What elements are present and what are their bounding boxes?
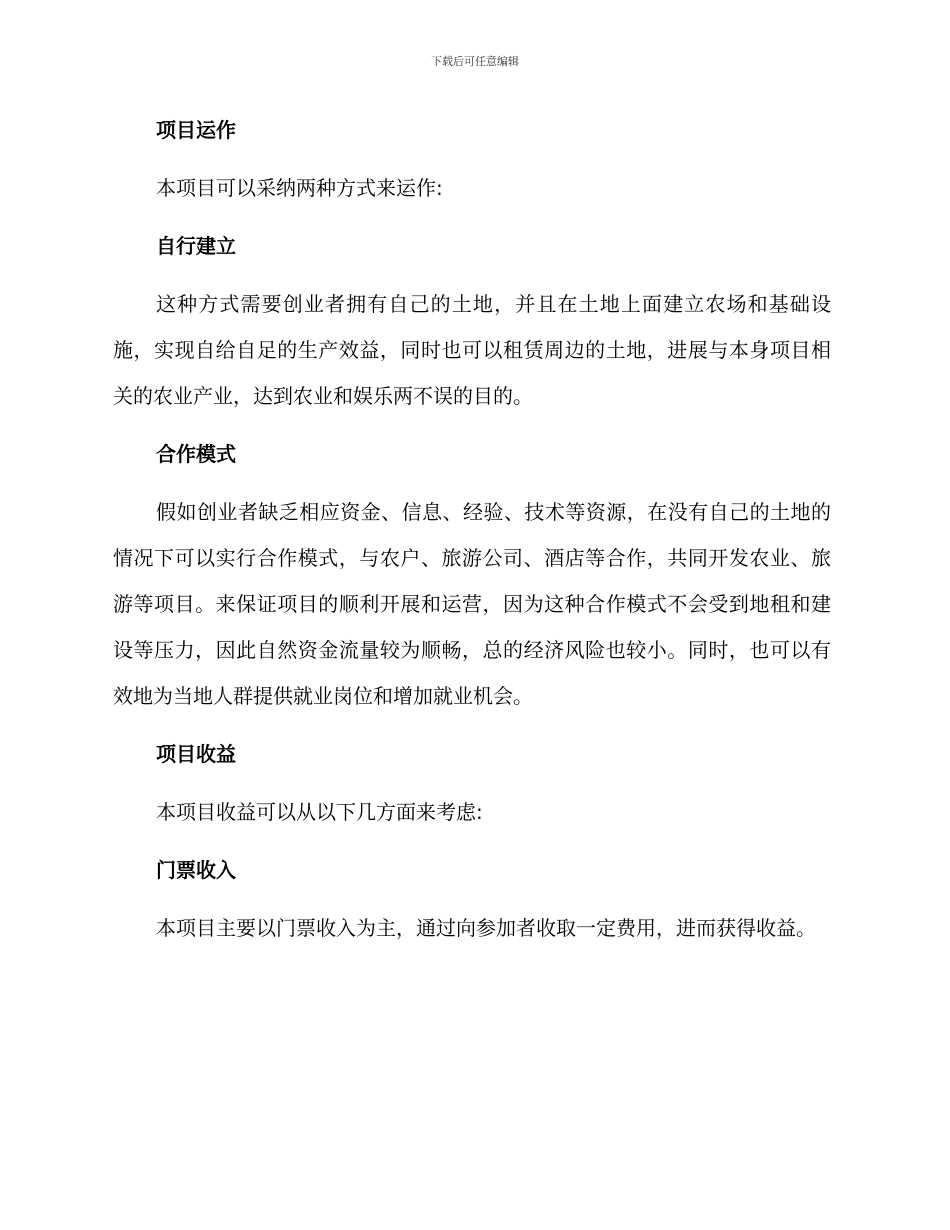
spacer: [113, 211, 831, 223]
paragraph-operation-intro: 本项目可以采纳两种方式来运作:: [156, 176, 443, 200]
spacer: [113, 719, 831, 731]
paragraph-ticket-income: 本项目主要以门票收入为主，通过向参加者收取一定费用，进而获得收益。: [156, 916, 816, 940]
spacer: [113, 419, 831, 431]
section-heading-revenue: 项目收益: [156, 742, 236, 766]
spacer: [113, 777, 831, 789]
spacer: [113, 477, 831, 489]
section-heading-cooperation: 合作模式: [156, 442, 236, 466]
spacer: [113, 893, 831, 905]
document-body: [113, 107, 831, 951]
section-heading-operation: 项目运作: [156, 118, 236, 142]
paragraph-self-built: 这种方式需要创业者拥有自己的土地，并且在土地上面建立农场和基础设施，实现自给自足的生产效益，同时也可以租赁周边的土地，进展与本身项目相关的农业产业，达到农业和娱乐两不误的目的。: [113, 292, 831, 408]
paragraph-cooperation: 假如创业者缺乏相应资金、信息、经验、技术等资源，在没有自己的土地的情况下可以实行合作模式，与农户、旅游公司、酒店等合作，共同开发农业、旅游等项目。来保证项目的顺利开展和运营，因为这种合作模式不会受到地租和建设等压力，因此自然资金流量较为顺畅，总的经济风险也较小。同时，也可以有效地为当地人群提供就业岗位和增加就业机会。: [113, 500, 831, 708]
paragraph-revenue-intro: 本项目收益可以从以下几方面来考虑:: [156, 800, 483, 824]
spacer: [113, 153, 831, 165]
spacer: [113, 269, 831, 281]
spacer: [113, 835, 831, 847]
section-heading-self-built: 自行建立: [156, 234, 236, 258]
page-header: 下载后可任意编辑: [431, 55, 519, 68]
section-heading-ticket-income: 门票收入: [156, 858, 236, 882]
